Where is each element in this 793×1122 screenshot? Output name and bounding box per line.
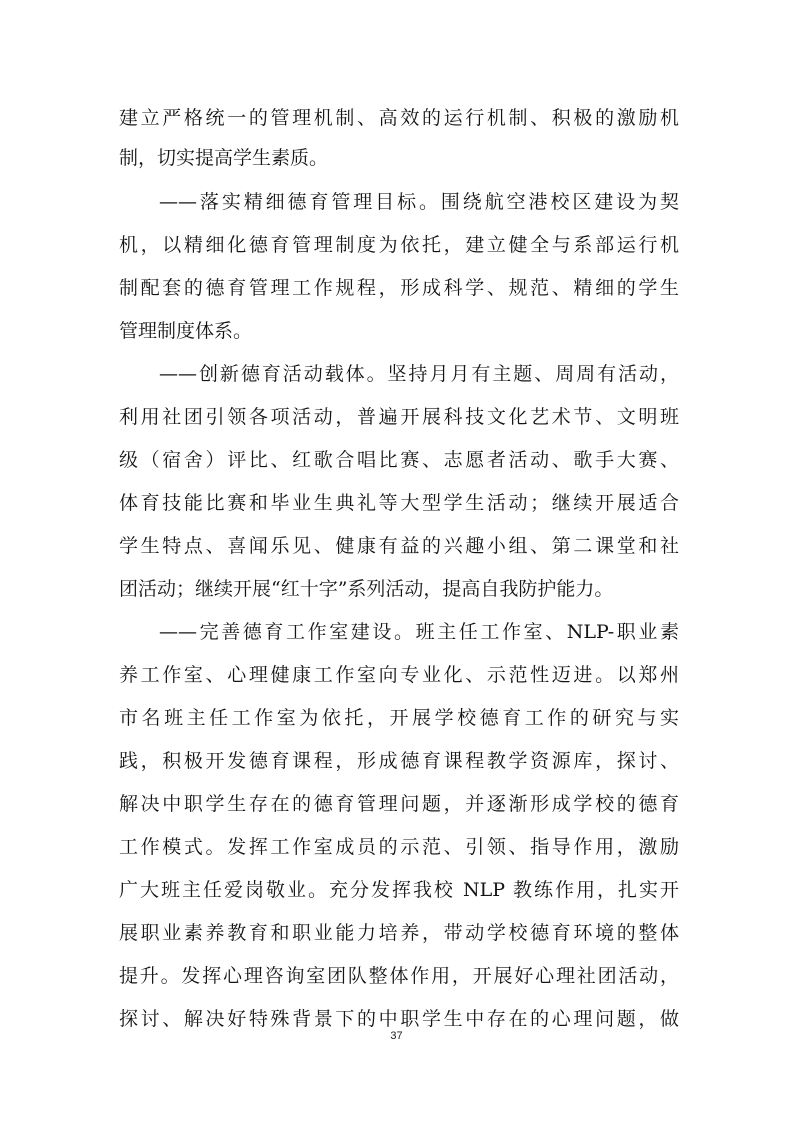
text-line: ——完善德育工作室建设。班主任工作室、NLP-职业素 [159, 621, 679, 643]
text-line: 践，积极开发德育课程，形成德育课程教学资源库，探讨、 [119, 750, 679, 772]
text-line: 解决中职学生存在的德育管理问题，并逐渐形成学校的德育 [119, 793, 679, 815]
page-number: 37 [390, 1030, 403, 1042]
text-line: 体育技能比赛和毕业生典礼等大型学生活动；继续开展适合 [119, 492, 679, 514]
text-line: 学生特点、喜闻乐见、健康有益的兴趣小组、第二课堂和社 [119, 535, 679, 557]
text-line: 探讨、解决好特殊背景下的中职学生中存在的心理问题，做 [119, 1008, 679, 1030]
text-line: 展职业素养教育和职业能力培养，带动学校德育环境的整体 [119, 922, 679, 944]
text-line: 机，以精细化德育管理制度为依托，建立健全与系部运行机 [119, 234, 679, 256]
text-line: 工作模式。发挥工作室成员的示范、引领、指导作用，激励 [119, 836, 679, 858]
text-line: 建立严格统一的管理机制、高效的运行机制、积极的激励机 [119, 107, 679, 129]
text-line: 制配套的德育管理工作规程，形成科学、规范、精细的学生 [119, 277, 679, 299]
text-line: 团活动；继续开展“红十字”系列活动，提高自我防护能力。 [119, 578, 614, 600]
text-line: 级（宿舍）评比、红歌合唱比赛、志愿者活动、歌手大赛、 [119, 449, 679, 471]
text-line: 制，切实提高学生素质。 [119, 147, 329, 169]
text-line: 利用社团引领各项活动，普遍开展科技文化艺术节、文明班 [119, 406, 679, 428]
text-line: ——落实精细德育管理目标。围绕航空港校区建设为契 [159, 191, 679, 213]
text-line: 广大班主任爱岗敬业。充分发挥我校 NLP 教练作用，扎实开 [119, 879, 679, 901]
text-line: ——创新德育活动载体。坚持月月有主题、周周有活动， [159, 363, 679, 385]
text-line: 提升。发挥心理咨询室团队整体作用，开展好心理社团活动， [119, 965, 679, 987]
text-line: 市名班主任工作室为依托，开展学校德育工作的研究与实 [119, 707, 679, 729]
text-line: 养工作室、心理健康工作室向专业化、示范性迈进。以郑州 [119, 664, 679, 686]
text-line: 管理制度体系。 [119, 320, 253, 342]
